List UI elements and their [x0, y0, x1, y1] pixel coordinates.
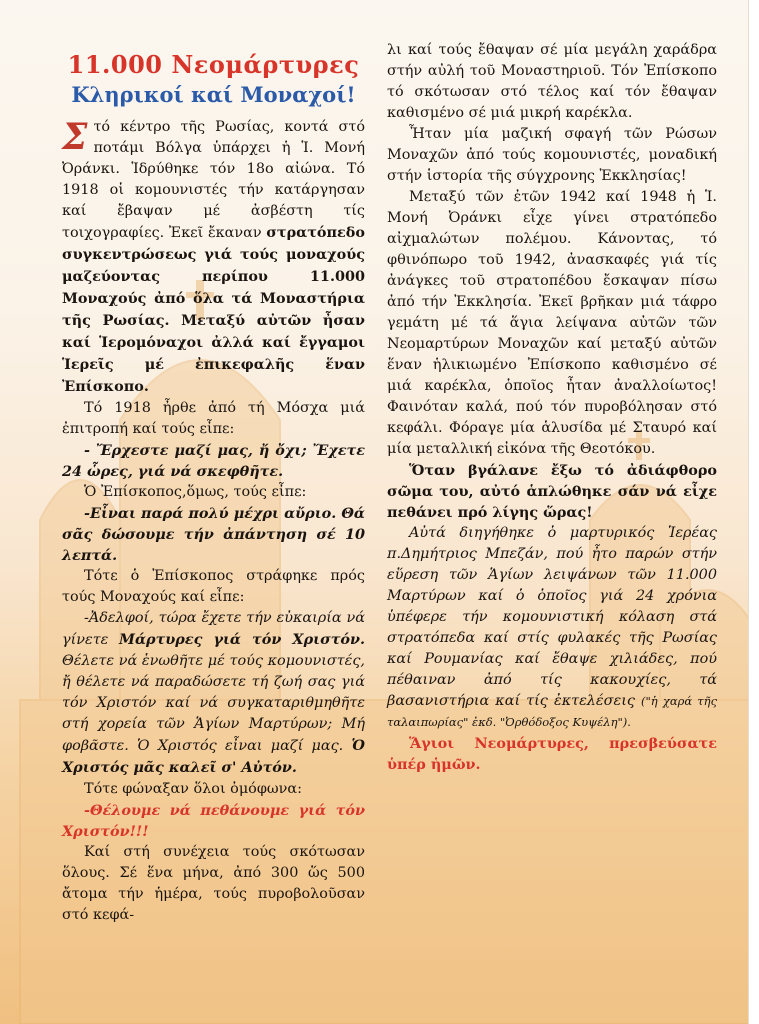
left-column [62, 40, 365, 926]
dropcap-letter: Σ [62, 116, 88, 158]
paragraph-bishop: Ὁ Ἐπίσκοπος,ὅμως, τούς εἶπε: [84, 484, 307, 500]
citation: ("ἡ χαρά τῆς ταλαιπωρίας" ἐκδ. "Ὀρθόδοξος Κυψέλη"). [387, 694, 718, 729]
article-title: 11.000 Νεομάρτυρες [67, 50, 360, 79]
article-subtitle: Κληρικοί καί Μοναχοί! [71, 82, 356, 107]
closing-prayer: Ἅγιοι Νεομάρτυρες, πρεσβεύσατε ὑπέρ ἡμῶν. [387, 735, 717, 773]
paragraph-intro [62, 117, 365, 398]
quote-monks-reply: -Θέλουμε νά πεθάνουμε γιά τόν Χριστόν!!! [62, 802, 365, 840]
paragraph-buried: λι καί τούς ἔθαψαν σέ μία μεγάλη χαράδρα στήν αὐλή τοῦ Μοναστηριοῦ. Τόν Ἐπίσκοπο τό σκότωσαν στό τέλος καί τόν ἔθαψαν καθισμένο σέ μιά μικρή καρέκλα. [387, 42, 717, 121]
paragraph-unanimous: Τότε φώναξαν ὅλοι ὁμόφωνα: [84, 781, 302, 797]
speech-part-1: -Ἀδελφοί, τώρα ἔχετε τήν εὐκαιρία νά γίνετε [62, 610, 365, 648]
paragraph-committee: Τό 1918 ἦρθε ἀπό τή Μόσχα μιά ἐπιτροπή καί τούς εἶπε: [62, 400, 365, 437]
speech-part-3: Θέλετε νά ἑνωθῆτε μέ τούς κομουνιστές, ἤ θέλετε νά παραδώσετε τή ζωή σας γιά τόν Χριστόν καί νά συγκαταριθμηθῆτε στή χορεία τῶν Ἁγίων Μαρτύρων; Μή φοβᾶστε. Ὁ Χριστός εἶναι μαζί μας. [62, 653, 365, 754]
paragraph-testimony [387, 523, 717, 733]
right-column [387, 40, 717, 775]
speech-part-4: Ὁ Χριστός μᾶς καλεῖ σ' Αὐτόν. [62, 737, 365, 776]
paragraph-turned: Τότε ὁ Ἐπίσκοπος στράφηκε πρός τούς Μοναχούς καί εἶπε: [62, 568, 365, 605]
intro-bold-text: στρατόπεδο συγκεντρώσεως γιά τούς μοναχούς μαζεύοντας περίπου 11.000 Μοναχούς ἀπό ὅλα τά Μοναστήρια τῆς Ρωσίας. Μεταξύ αὐτῶν ἦσαν καί Ἱερομόναχοι ἀλλά καί ἔγγαμοι Ἱερεῖς μέ ἐπικεφαλῆς ἕναν Ἐπίσκοπο. [62, 224, 365, 395]
testimony-text: Αὐτά διηγήθηκε ὁ μαρτυρικός Ἱερέας π.Δημήτριος Μπεζάν, πού ἦτο παρών στήν εὕρεση τῶν Ἁγίων λειψάνων τῶν 11.000 Μαρτύρων καί ὁ ὁποῖος γιά 24 χρόνια ὑπέφερε τήν κομουνιστική κόλαση στά στρατόπεδα καί στίς φυλακές τῆς Ρωσίας καί Ρουμανίας καί ἔθαψε χιλιάδες, πού πέθαιναν ἀπό τίς κακουχίες, τά βασανιστήρια καί τίς ἐκτελέσεις [387, 525, 717, 709]
paragraph-killed: Καί στή συνέχεια τούς σκότωσαν ὅλους. Σέ ἕνα μήνα, ἀπό 300 ὥς 500 ἄτομα τήν ἡμέρα, τούς πυροβολοῦσαν στό κεφά- [62, 844, 365, 923]
page-edge [748, 0, 759, 1024]
paragraph-excavation: Μεταξύ τῶν ἐτῶν 1942 καί 1948 ἡ Ἱ. Μονή Ὀράνκι εἶχε γίνει στρατόπεδο αἰχμαλώτων πολέμου. Κάνοντας, τό φθινόπωρο τοῦ 1942, ἀνασκαφές γιά τίς ἀνάγκες τοῦ στρατοπέδου ἔσκαψαν πίσω ἀπό τήν Ἐκκλησία. Ἐκεῖ βρῆκαν μιά τάφρο γεμάτη μέ τά ἅγια λείψανα αὐτῶν τῶν Νεομαρτύρων Μοναχῶν καί μεταξύ αὐτῶν ἕναν ἡλικιωμένο Ἐπίσκοπο καθισμένο σέ μιά καρέκλα, ὁποῖος ἦταν ἀναλλοίωτος! Φαινόταν καλά, πού τόν πυροβόλησαν στό κεφάλι. Φόραγε μία ἁλυσίδα μέ Σταυρό καί μία μεταλλική εἰκόνα τῆς Θεοτόκου. [387, 189, 717, 457]
quote-bishop-speech [62, 608, 365, 779]
intro-text: τό κέντρο τῆς Ρωσίας, κοντά στό ποτάμι Βόλγα ὑπάρχει ἡ Ἱ. Μονή Ὀράνκι. Ἱδρύθηκε τόν 18ο αἰώνα. Τό 1918 οἱ κομουνιστές τήν κατάργησαν καί ἔβαψαν μέ ἀσβέστη τίς τοιχογραφίες. Ἐκεῖ ἔκαναν [62, 119, 365, 241]
quote-bishop-reply: -Εἶναι παρά πολύ μέχρι αὔριο. Θά σᾶς δώσουμε τήν ἀπάντηση σέ 10 λεπτά. [62, 505, 365, 564]
speech-part-2: Μάρτυρες γιά τόν Χριστόν. [119, 631, 365, 648]
paragraph-incorrupt-body: Ὅταν βγάλανε ἔξω τό ἀδιάφθορο σῶμα του, αὐτό ἁπλώθηκε σάν νά εἶχε πεθάνει πρό λίγης ὥρας! [387, 462, 717, 521]
paragraph-massacre: Ἦταν μία μαζική σφαγή τῶν Ρώσων Μοναχῶν ἀπό τούς κομουνιστές, μοναδική στήν ἱστορία τῆς σύγχρονης Ἐκκλησίας! [387, 126, 717, 184]
quote-committee: - Ἔρχεστε μαζί μας, ἤ ὄχι; Ἔχετε 24 ὧρες, γιά νά σκεφθῆτε. [62, 442, 365, 480]
